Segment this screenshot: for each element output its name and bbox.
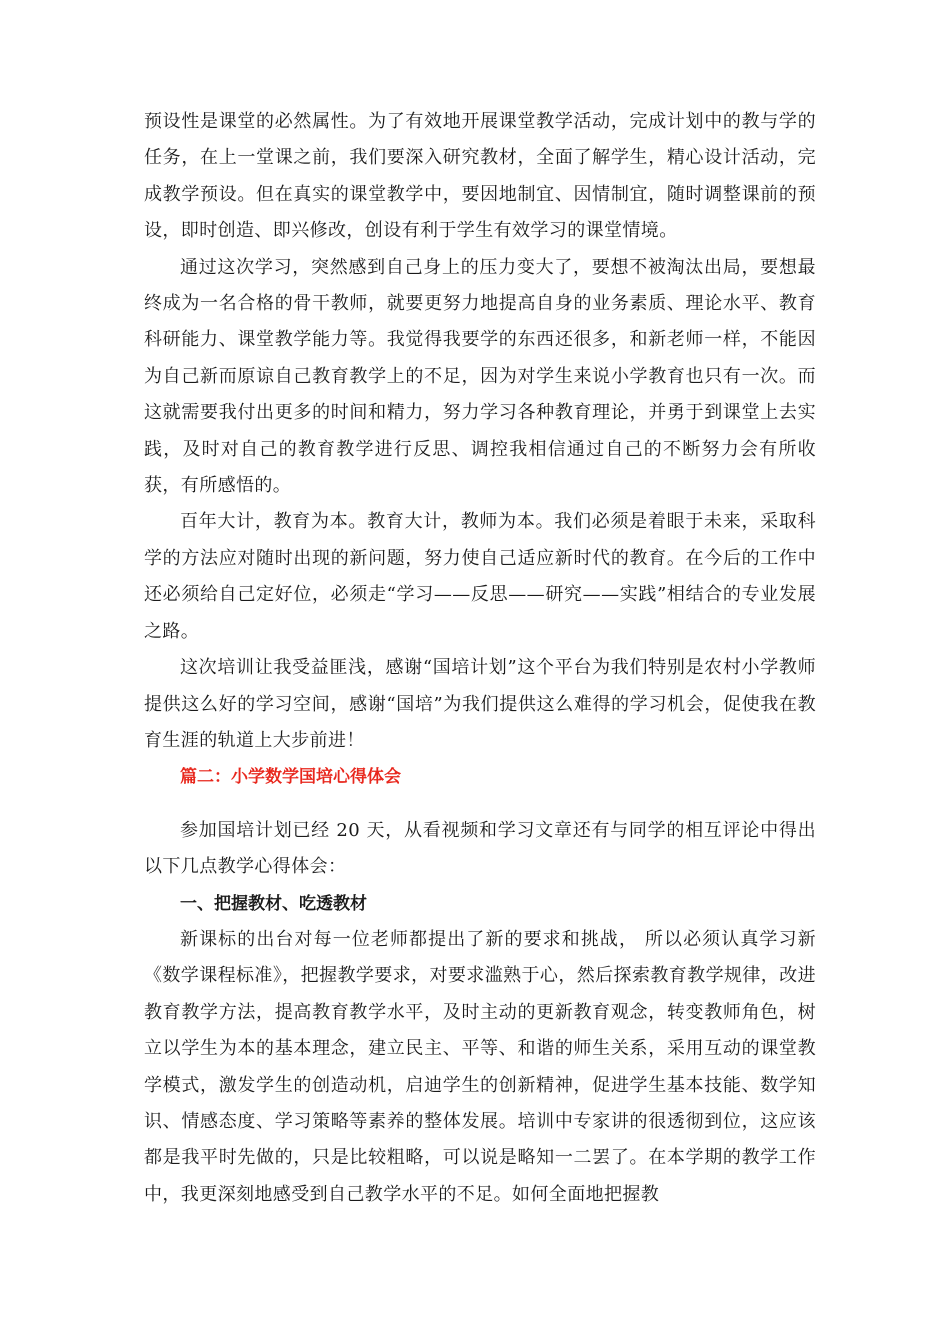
section-title: 篇二：小学数学国培心得体会 <box>180 767 401 788</box>
paragraph-education-plan: 百年大计，教育为本。教育大计，教师为本。我们必须是着眼于未来，采取科学的方法应对随时出现的新问题，努力使自己适应新时代的教育。在今后的工作中还必须给自己定好位，必须走“学习——反思——研究——实践”相结合的专业发展之路。 <box>144 511 816 642</box>
document-page <box>144 104 816 1213</box>
paragraph-intro: 参加国培计划已经 20 天，从看视频和学习文章还有与同学的相互评论中得出以下几点教学心得体会： <box>144 819 816 878</box>
paragraph-textbook: 新课标的出台对每一位老师都提出了新的要求和挑战， 所以必须认真学习新《数学课程标准》，把握教学要求，对要求滥熟于心，然后探索教育教学规律，改进教育教学方法，提高教育教学水平，及时主动的更新教育观念，转变教师角色，树立以学生为本的基本理念，建立民主、平等、和谐的师生关系，采用互动的课堂教学模式，激发学生的创造动机，启迪学生的创新精神，促进学生基本技能、数学知识、情感态度、学习策略等素养的整体发展。培训中专家讲的很透彻到位，这应该都是我平时先做的，只是比较粗略，可以说是略知一二罢了。在本学期的教学工作中，我更深刻地感受到自己教学水平的不足。如何全面地把握教 <box>144 928 816 1205</box>
paragraph-presetting: 预设性是课堂的必然属性。为了有效地开展课堂教学活动，完成计划中的教与学的任务，在上一堂课之前，我们要深入研究教材，全面了解学生，精心设计活动，完成教学预设。但在真实的课堂教学中，要因地制宜、因情制宜，随时调整课前的预设，即时创造、即兴修改，创设有利于学生有效学习的课堂情境。 <box>144 111 816 242</box>
sub-heading: 一、把握教材、吃透教材 <box>180 893 367 914</box>
paragraph-gratitude: 这次培训让我受益匪浅，感谢“国培计划”这个平台为我们特别是农村小学教师提供这么好的学习空间，感谢“国培”为我们提供这么难得的学习机会，促使我在教育生涯的轨道上大步前进！ <box>144 657 816 751</box>
paragraph-pressure: 通过这次学习，突然感到自己身上的压力变大了，要想不被淘汰出局，要想最终成为一名合格的骨干教师，就要更努力地提高自身的业务素质、理论水平、教育科研能力、课堂教学能力等。我觉得我要学的东西还很多，和新老师一样，不能因为自己新而原谅自己教育教学上的不足，因为对学生来说小学教育也只有一次。而这就需要我付出更多的时间和精力，努力学习各种教育理论，并勇于到课堂上去实践，及时对自己的教育教学进行反思、调控我相信通过自己的不断努力会有所收获，有所感悟的。 <box>144 256 816 497</box>
